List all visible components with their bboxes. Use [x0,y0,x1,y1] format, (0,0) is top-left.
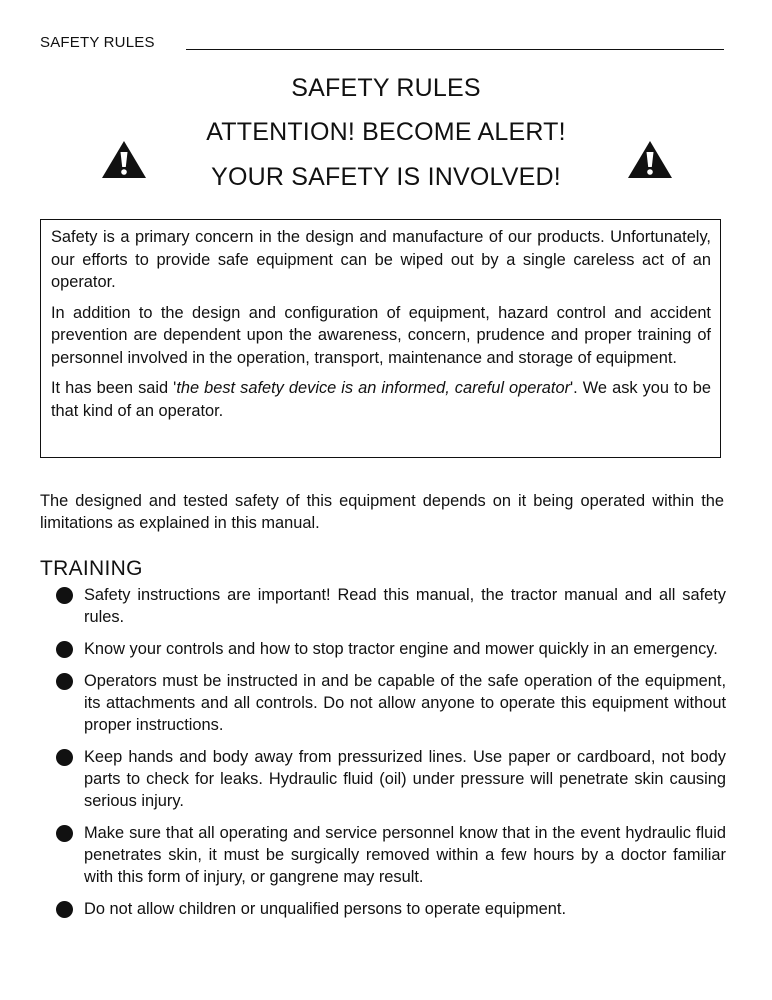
running-header [40,34,724,54]
bullet-icon [56,901,73,918]
safety-involved-heading: YOUR SAFETY IS INVOLVED! [211,163,561,191]
list-item-text: Make sure that all operating and service personnel know that in the event hydraulic fluid penetrates skin, it must be surgically removed within a few hours by a doctor familiar with this form of injury, or gangrene may result. [84,824,726,886]
intro-paragraph: The designed and tested safety of this equipment depends on it being operated within the limitations as explained in this manual. [40,492,724,532]
bullet-icon [56,587,73,604]
notice-paragraph [51,377,711,422]
notice-text: It has been said ' [51,379,177,397]
list-item [56,898,726,920]
bullet-icon [56,641,73,658]
warning-triangle-icon [100,138,148,180]
list-item-text: Safety instructions are important! Read this manual, the tractor manual and all safety rules. [84,586,726,626]
list-item [56,584,726,628]
training-list [56,584,726,930]
list-item [56,638,726,660]
attention-heading: ATTENTION! BECOME ALERT! [206,118,566,146]
bullet-icon [56,825,73,842]
notice-paragraph: In addition to the design and configuration of equipment, hazard control and accident prevention are dependent upon the awareness, concern, prudence and proper training of personnel involved in the operation, transport, maintenance and storage of equipment. [51,303,711,367]
notice-text: '. We ask you to be that kind of an operator. [51,379,711,420]
bullet-icon [56,673,73,690]
list-item-text: Do not allow children or unqualified persons to operate equipment. [84,900,567,918]
page-title: SAFETY RULES [291,74,481,102]
list-item-text: Operators must be instructed in and be capable of the safe operation of the equipment, its attachments and all controls. Do not allow anyone to operate this equipment without proper instructions. [84,672,726,734]
header-rule [186,49,724,50]
bullet-icon [56,749,73,766]
list-item [56,822,726,888]
training-heading: TRAINING [40,557,143,580]
warning-triangle-icon [626,138,674,180]
notice-paragraph: Safety is a primary concern in the design and manufacture of our products. Unfortunately, our efforts to provide safe equipment can be wiped out by a single careless act of an operator. [51,228,711,291]
notice-quote: the best safety device is an informed, careful operator [176,379,571,397]
list-item-text: Keep hands and body away from pressurized lines. Use paper or cardboard, not body parts to check for leaks. Hydraulic fluid (oil) under pressure will penetrate skin causing serious injury. [84,748,726,810]
list-item [56,746,726,812]
list-item [56,670,726,736]
safety-notice-box [40,219,721,458]
list-item-text: Know your controls and how to stop tractor engine and mower quickly in an emergency. [84,640,718,658]
running-header-text: SAFETY RULES [40,34,155,51]
